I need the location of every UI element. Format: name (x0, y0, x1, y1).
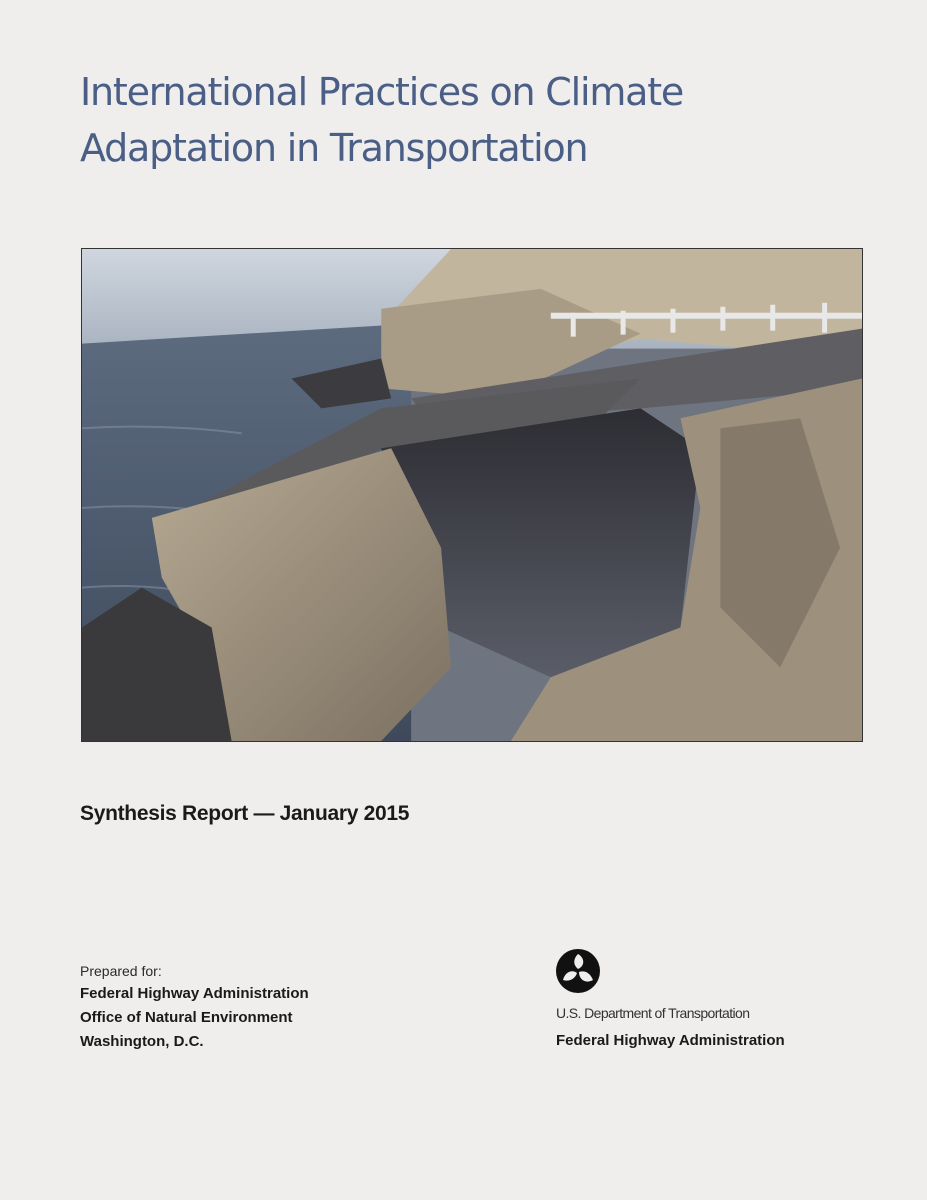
report-title (80, 64, 780, 176)
report-subtitle: Synthesis Report — January 2015 (80, 802, 410, 825)
usdot-logo-icon (555, 948, 601, 994)
cover-photo (81, 248, 863, 742)
report-title-line1: International Practices on Climate (80, 70, 684, 114)
prepared-for-label: Prepared for: (80, 963, 162, 979)
prepared-for-line: Washington, D.C. (80, 1033, 204, 1050)
prepared-for-line: Federal Highway Administration (80, 985, 309, 1002)
prepared-for-block (80, 960, 410, 1054)
department-name: U.S. Department of Transportation (556, 1005, 750, 1021)
prepared-for-line: Office of Natural Environment (80, 1009, 293, 1026)
agency-name: Federal Highway Administration (556, 1032, 785, 1049)
coastal-erosion-image (82, 249, 862, 741)
report-title-line2: Adaptation in Transportation (80, 126, 588, 170)
